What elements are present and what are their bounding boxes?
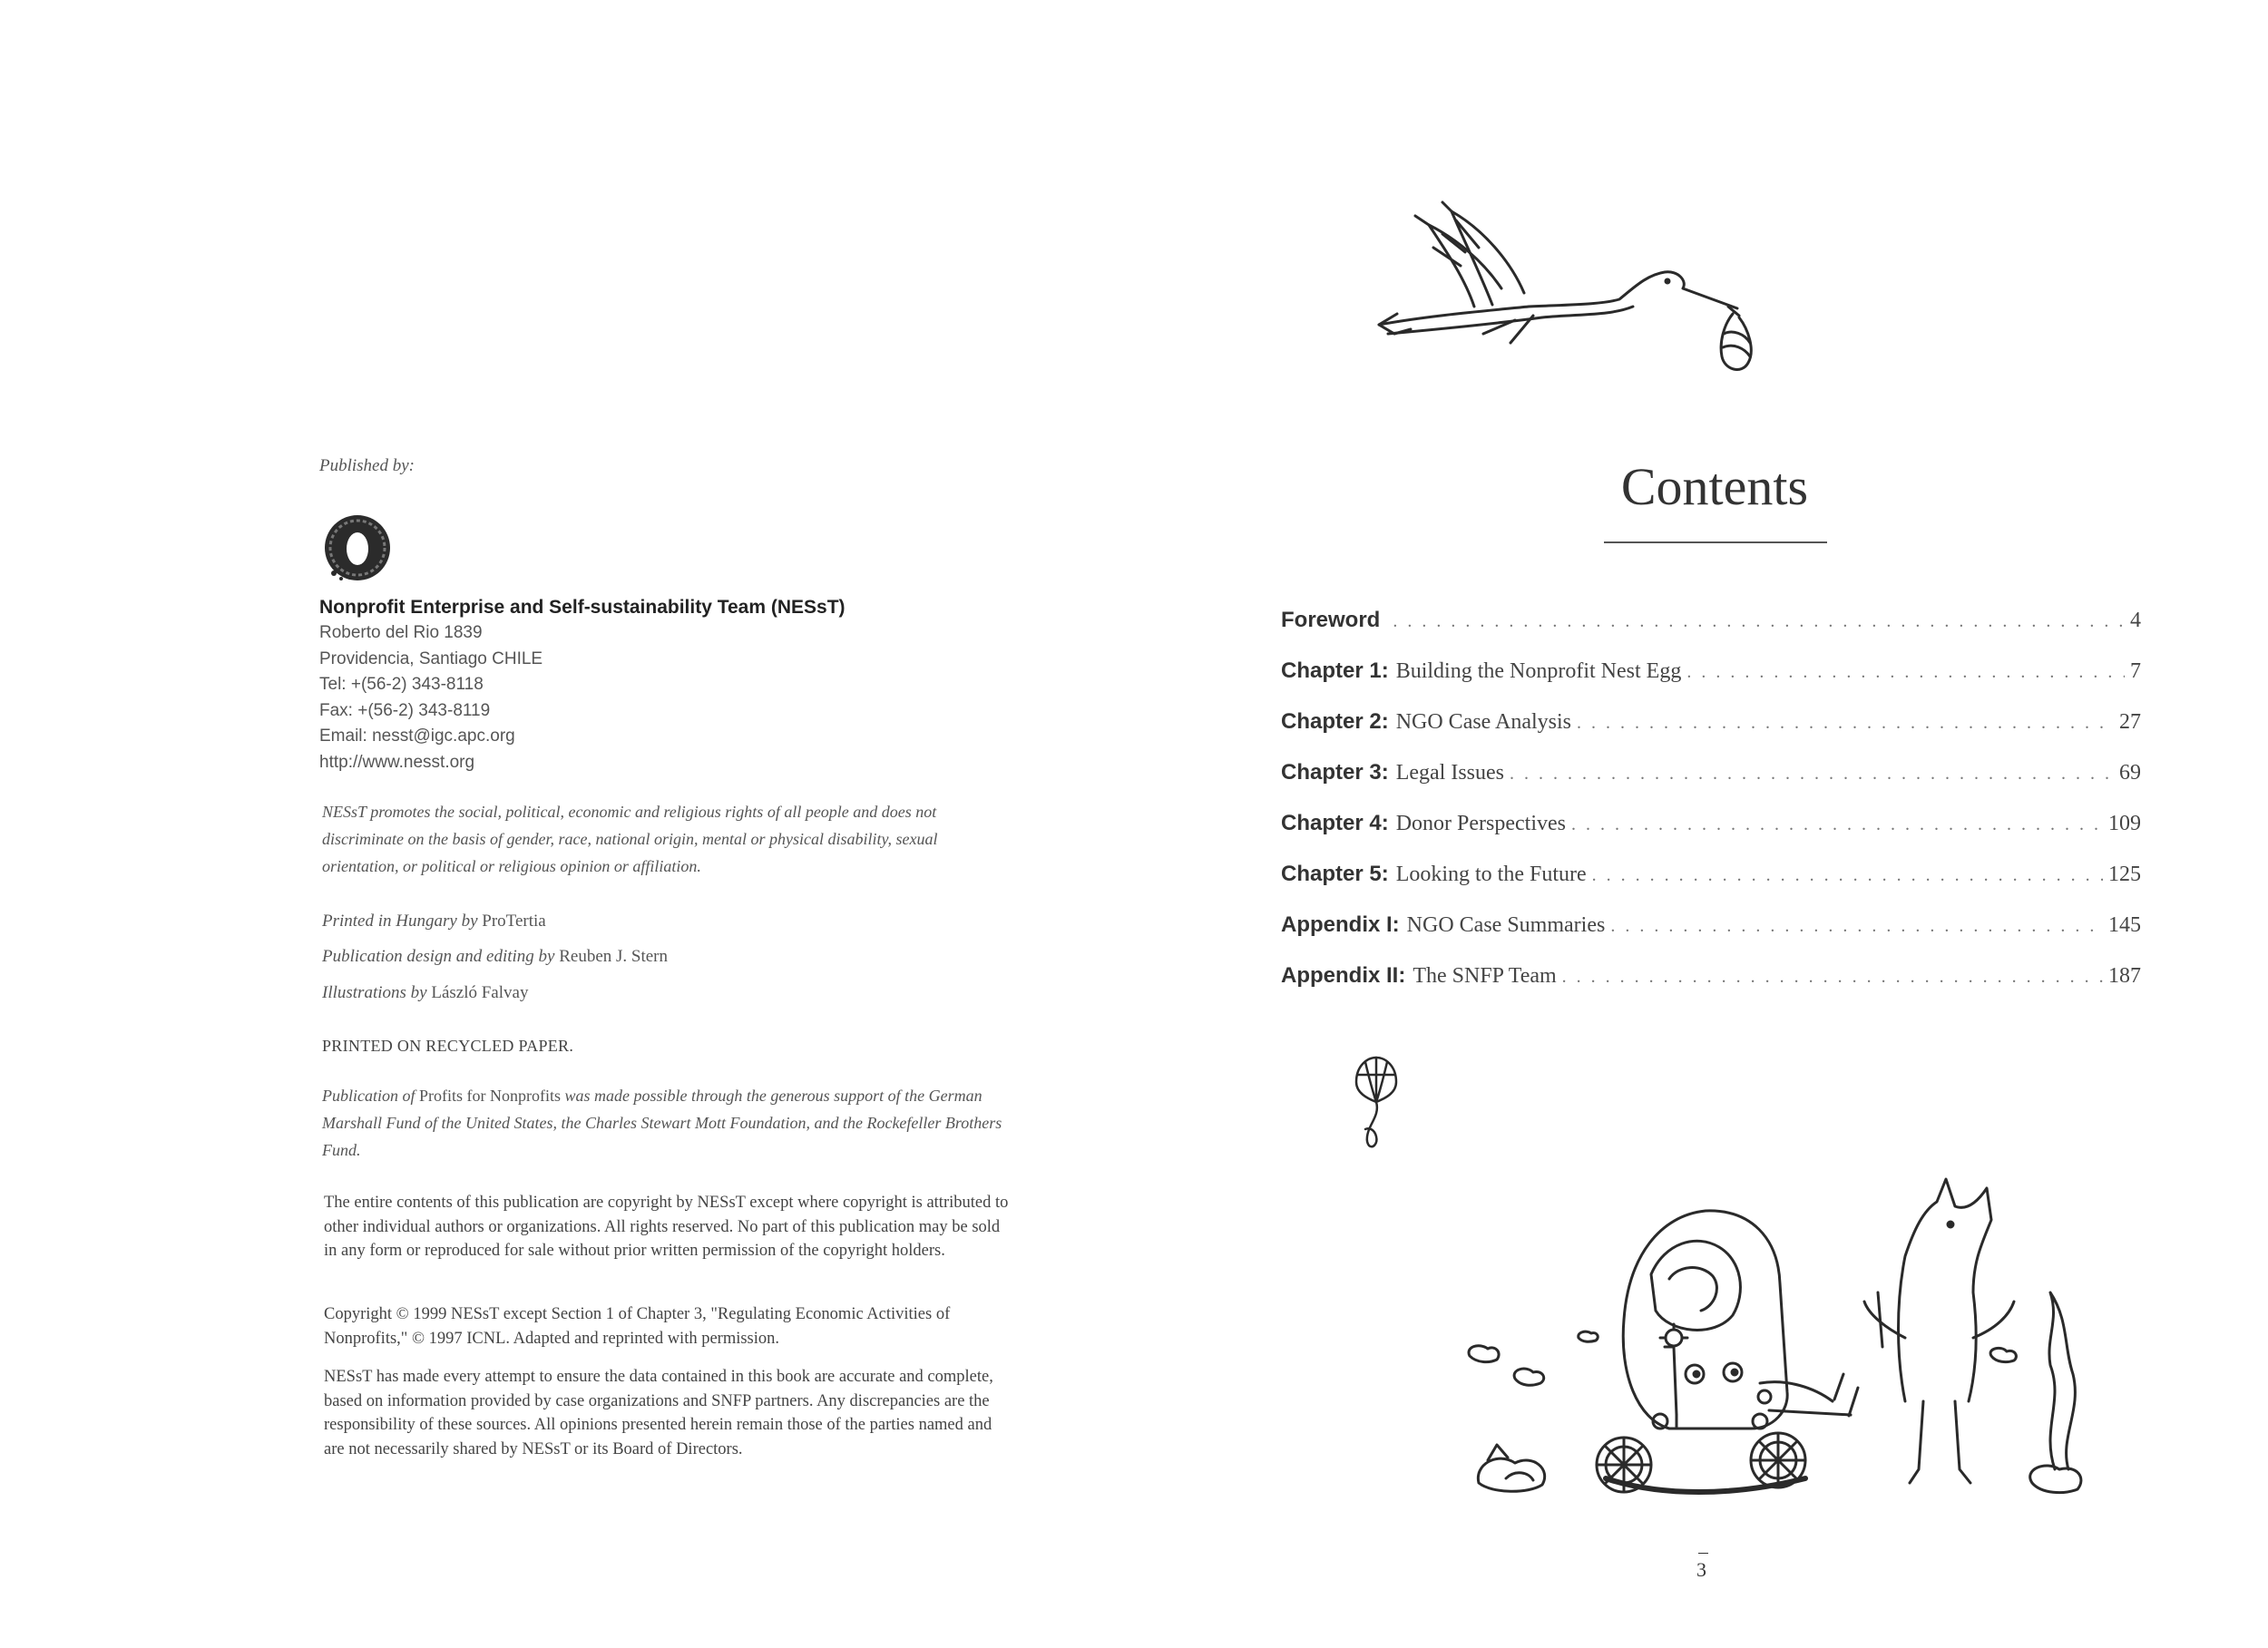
contents-title: Contents — [1620, 457, 1809, 516]
address-line: Roberto del Rio 1839 — [319, 623, 483, 642]
toc-label: Appendix II: — [1281, 963, 1406, 988]
disclaimer-paragraph: NESsT has made every attempt to ensure the data contained in this book are accurate and complete, based on information provided by case organizations and SNFP partners. Any discrepancies are the responsibility of these sources. All opinions presented herein remain those of the parties named and are not necessarily shared by NESsT or its Board of Directors. — [324, 1368, 993, 1458]
toc-title: Building the Nonprofit Nest Egg — [1395, 659, 1682, 683]
printer-credit — [322, 912, 546, 931]
toc-entry-chapter-2[interactable] — [1281, 709, 2141, 760]
nesst-logo-icon — [319, 510, 396, 586]
toc-page-number: 27 — [2119, 710, 2141, 734]
toc-label: Chapter 2: — [1281, 709, 1389, 734]
toc-leader-dots — [1686, 662, 2125, 683]
toc-leader-dots — [1393, 611, 2125, 632]
organization-name: Nonprofit Enterprise and Self-sustainability Team (NESsT) — [319, 597, 846, 618]
support-prefix: Publication of — [322, 1087, 415, 1105]
toc-page-number: 145 — [2108, 913, 2141, 937]
copyright-notice: Copyright © 1999 NESsT except Section 1 of Chapter 3, "Regulating Economic Activities of Nonprofits," © 1997 ICNL. Adapted and reprinted with permission. — [324, 1305, 951, 1348]
toc-label: Chapter 4: — [1281, 811, 1389, 835]
toc-title: Looking to the Future — [1395, 863, 1587, 886]
toc-label: Chapter 3: — [1281, 760, 1389, 785]
toc-leader-dots — [1577, 713, 2114, 734]
toc-title: The SNFP Team — [1413, 964, 1557, 988]
toc-page-number: 4 — [2130, 609, 2141, 632]
toc-leader-dots — [1592, 865, 2103, 886]
credit-role: Publication design and editing by — [322, 947, 555, 966]
toc-label: Appendix I: — [1281, 912, 1400, 937]
credit-name: ProTertia — [482, 912, 546, 931]
title-divider — [1604, 541, 1827, 543]
stork-illustration — [1374, 198, 1755, 379]
design-credit — [322, 947, 668, 967]
toc-page-number: 187 — [2108, 964, 2141, 988]
page-number-mark — [1698, 1553, 1708, 1554]
recycled-paper-notice: PRINTED ON RECYCLED PAPER. — [322, 1037, 574, 1055]
fax-line: Fax: +(56-2) 343-8119 — [319, 700, 491, 720]
credit-name: Reuben J. Stern — [559, 947, 669, 966]
toc-leader-dots — [1562, 967, 2103, 988]
toc-entry-foreword[interactable] — [1281, 608, 2141, 658]
toc-entry-chapter-5[interactable] — [1281, 862, 2141, 912]
toc-leader-dots — [1510, 764, 2114, 785]
email-line: Email: nesst@igc.apc.org — [319, 726, 515, 746]
credit-name: László Falvay — [431, 983, 529, 1002]
publisher-address-block — [319, 595, 1045, 775]
toc-label: Foreword — [1281, 608, 1381, 632]
website-line: http://www.nesst.org — [319, 752, 475, 772]
toc-entry-chapter-1[interactable] — [1281, 658, 2141, 709]
toc-page-number: 125 — [2108, 863, 2141, 886]
toc-title: NGO Case Summaries — [1406, 913, 1606, 937]
balloon-illustration — [1349, 1055, 1403, 1150]
toc-entry-appendix-1[interactable] — [1281, 912, 2141, 963]
book-title: Profits for Nonprofits — [419, 1087, 561, 1105]
toc-page-number: 69 — [2119, 761, 2141, 785]
toc-entry-appendix-2[interactable] — [1281, 963, 2141, 1014]
toc-leader-dots — [1610, 916, 2103, 937]
table-of-contents — [1281, 608, 2141, 1014]
toc-title: Donor Perspectives — [1395, 812, 1566, 835]
toc-label: Chapter 5: — [1281, 862, 1389, 886]
copyright-paragraph: The entire contents of this publication are copyright by NESsT except where copyright is attributed to other individual authors or organizations. All rights reserved. No part of this publication may be sold in any form or reproduced for sale without prior written permission of the copyright holders. — [324, 1194, 1009, 1260]
funding-acknowledgement — [322, 1082, 1012, 1164]
support-text: was made possible through the generous support of the German Marshall Fund of the United States, the Charles Stewart Mott Foundation, and the Rockefeller Brothers Fund. — [322, 1087, 1002, 1159]
credit-role: Illustrations by — [322, 983, 427, 1002]
toc-page-number: 7 — [2130, 659, 2141, 683]
credit-role: Printed in Hungary by — [322, 912, 478, 931]
phone-line: Tel: +(56-2) 343-8118 — [319, 675, 484, 694]
nondiscrimination-statement: NESsT promotes the social, political, economic and religious rights of all people and does not discriminate on the basis of gender, race, national origin, mental or physical disability, sexual orientation, or political or religious opinion or affiliation. — [322, 803, 938, 875]
toc-entry-chapter-3[interactable] — [1281, 760, 2141, 811]
toc-page-number: 109 — [2108, 812, 2141, 835]
address-line: Providencia, Santiago CHILE — [319, 648, 543, 668]
toc-title: NGO Case Analysis — [1395, 710, 1572, 734]
pig-with-pram-illustration — [1442, 1156, 2150, 1519]
toc-label: Chapter 1: — [1281, 658, 1389, 683]
page-number: 3 — [1696, 1558, 1706, 1581]
illustration-credit — [322, 983, 528, 1003]
toc-leader-dots — [1571, 814, 2103, 835]
toc-title: Legal Issues — [1395, 761, 1504, 785]
toc-entry-chapter-4[interactable] — [1281, 811, 2141, 862]
published-by-label: Published by: — [319, 456, 415, 475]
